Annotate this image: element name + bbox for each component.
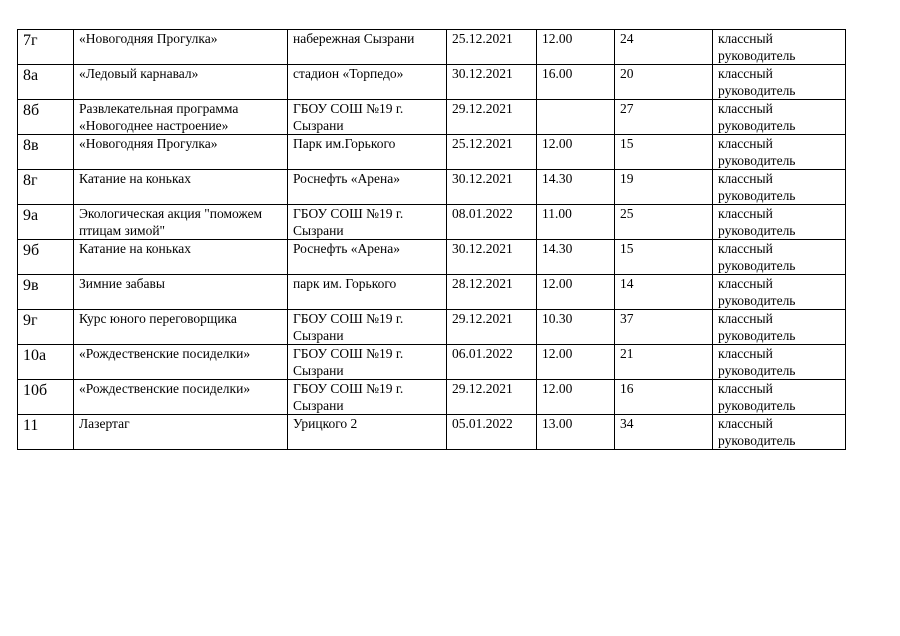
responsible-line: классный [718,381,773,396]
responsible-cell [713,205,846,240]
responsible-cell [713,100,846,135]
time-cell: 13.00 [537,415,615,450]
class-cell: 9а [18,205,74,240]
event-cell: Развлекательная программа «Новогоднее настроение» [74,100,288,135]
date-cell: 30.12.2021 [447,170,537,205]
count-cell: 34 [615,415,713,450]
date-cell: 05.01.2022 [447,415,537,450]
event-cell: «Ледовый карнавал» [74,65,288,100]
place-cell: Роснефть «Арена» [288,240,447,275]
event-cell: Зимние забавы [74,275,288,310]
class-cell: 9б [18,240,74,275]
date-cell: 08.01.2022 [447,205,537,240]
time-cell [537,100,615,135]
class-cell: 8в [18,135,74,170]
date-cell: 25.12.2021 [447,135,537,170]
place-cell: парк им. Горького [288,275,447,310]
responsible-cell [713,65,846,100]
responsible-line: руководитель [718,188,796,203]
event-cell: Экологическая акция "поможем птицам зимой" [74,205,288,240]
count-cell: 15 [615,135,713,170]
table-row [18,345,846,380]
table-row [18,310,846,345]
place-cell: стадион «Торпедо» [288,65,447,100]
date-cell: 29.12.2021 [447,310,537,345]
responsible-cell [713,415,846,450]
responsible-line: руководитель [718,293,796,308]
class-cell: 8а [18,65,74,100]
responsible-line: руководитель [718,83,796,98]
responsible-cell [713,135,846,170]
table-row [18,65,846,100]
table-row [18,100,846,135]
time-cell: 16.00 [537,65,615,100]
event-cell: «Рождественские посиделки» [74,380,288,415]
table-row [18,135,846,170]
date-cell: 30.12.2021 [447,65,537,100]
responsible-line: классный [718,241,773,256]
date-cell: 28.12.2021 [447,275,537,310]
count-cell: 20 [615,65,713,100]
responsible-line: руководитель [718,118,796,133]
responsible-line: классный [718,346,773,361]
responsible-line: классный [718,416,773,431]
count-cell: 14 [615,275,713,310]
date-cell: 29.12.2021 [447,380,537,415]
place-cell: ГБОУ СОШ №19 г. Сызрани [288,100,447,135]
place-cell: набережная Сызрани [288,30,447,65]
table-row [18,415,846,450]
responsible-line: классный [718,101,773,116]
count-cell: 16 [615,380,713,415]
place-cell: ГБОУ СОШ №19 г. Сызрани [288,205,447,240]
class-cell: 10а [18,345,74,380]
time-cell: 12.00 [537,30,615,65]
class-cell: 8г [18,170,74,205]
responsible-line: классный [718,136,773,151]
responsible-line: руководитель [718,328,796,343]
time-cell: 12.00 [537,275,615,310]
responsible-line: классный [718,206,773,221]
count-cell: 21 [615,345,713,380]
responsible-cell [713,30,846,65]
date-cell: 30.12.2021 [447,240,537,275]
responsible-line: классный [718,311,773,326]
date-cell: 06.01.2022 [447,345,537,380]
table-row [18,380,846,415]
class-cell: 10б [18,380,74,415]
responsible-cell [713,345,846,380]
table-body [18,30,846,450]
responsible-cell [713,275,846,310]
event-cell: Катание на коньках [74,170,288,205]
responsible-line: классный [718,66,773,81]
responsible-cell [713,310,846,345]
event-cell: Лазертаг [74,415,288,450]
table-row [18,275,846,310]
time-cell: 12.00 [537,135,615,170]
event-cell: «Новогодняя Прогулка» [74,30,288,65]
class-cell: 7г [18,30,74,65]
table-row [18,205,846,240]
class-cell: 9в [18,275,74,310]
responsible-cell [713,240,846,275]
class-cell: 9г [18,310,74,345]
responsible-line: классный [718,31,773,46]
table-row [18,240,846,275]
count-cell: 24 [615,30,713,65]
time-cell: 12.00 [537,345,615,380]
responsible-line: руководитель [718,153,796,168]
responsible-line: руководитель [718,398,796,413]
time-cell: 14.30 [537,170,615,205]
place-cell: Роснефть «Арена» [288,170,447,205]
time-cell: 14.30 [537,240,615,275]
class-cell: 8б [18,100,74,135]
event-cell: Курс юного переговорщика [74,310,288,345]
time-cell: 10.30 [537,310,615,345]
count-cell: 15 [615,240,713,275]
responsible-line: руководитель [718,363,796,378]
time-cell: 11.00 [537,205,615,240]
count-cell: 27 [615,100,713,135]
place-cell: Урицкого 2 [288,415,447,450]
date-cell: 29.12.2021 [447,100,537,135]
responsible-line: классный [718,276,773,291]
event-cell: «Новогодняя Прогулка» [74,135,288,170]
place-cell: ГБОУ СОШ №19 г. Сызрани [288,310,447,345]
date-cell: 25.12.2021 [447,30,537,65]
event-cell: Катание на коньках [74,240,288,275]
place-cell: ГБОУ СОШ №19 г. Сызрани [288,345,447,380]
place-cell: ГБОУ СОШ №19 г. Сызрани [288,380,447,415]
table-row [18,170,846,205]
time-cell: 12.00 [537,380,615,415]
class-cell: 11 [18,415,74,450]
count-cell: 37 [615,310,713,345]
count-cell: 19 [615,170,713,205]
responsible-cell [713,170,846,205]
responsible-line: руководитель [718,258,796,273]
responsible-line: руководитель [718,223,796,238]
event-cell: «Рождественские посиделки» [74,345,288,380]
schedule-table [17,29,846,450]
place-cell: Парк им.Горького [288,135,447,170]
table-row [18,30,846,65]
responsible-line: руководитель [718,433,796,448]
responsible-line: руководитель [718,48,796,63]
count-cell: 25 [615,205,713,240]
responsible-cell [713,380,846,415]
responsible-line: классный [718,171,773,186]
